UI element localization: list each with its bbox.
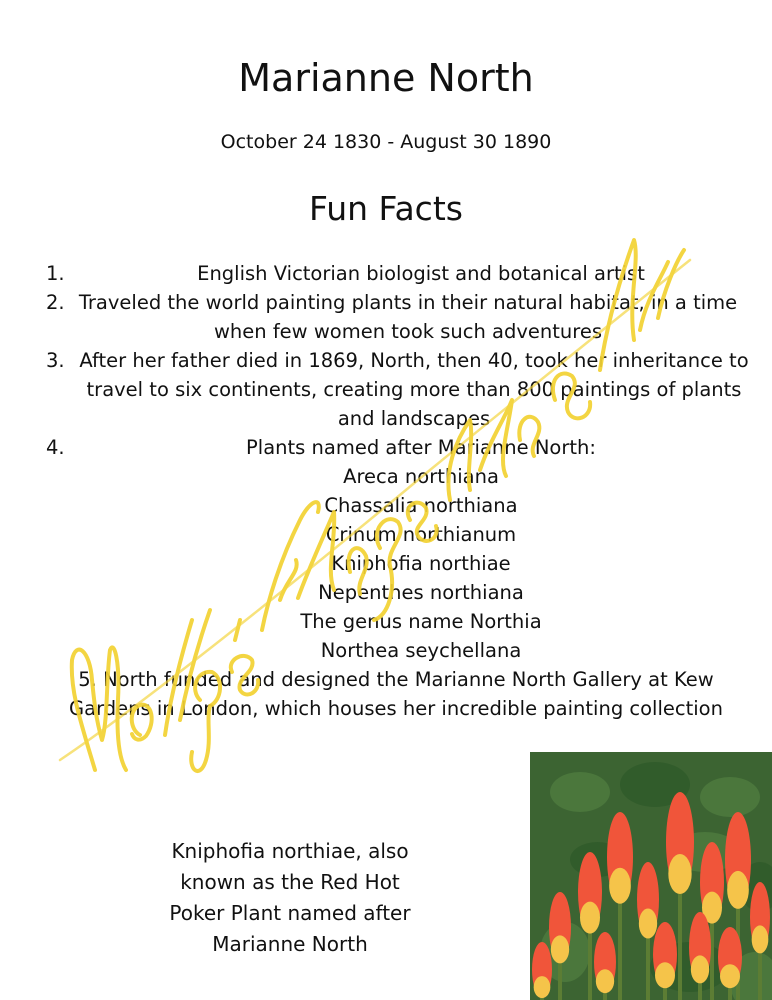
flower-stem <box>646 937 650 1000</box>
flower-stem <box>588 932 592 1000</box>
flower-stem <box>663 987 667 1000</box>
flower-tip <box>596 969 614 993</box>
flower-tip <box>639 909 657 939</box>
plant-name: Chassalia northiana <box>324 494 518 517</box>
plant-name: Areca northiana <box>343 465 499 488</box>
flower-tip <box>551 935 569 963</box>
plant-name: The genus name Northia <box>300 610 542 633</box>
flower-tip <box>534 976 551 998</box>
fact-item-1 <box>40 259 752 288</box>
fact-text: After her father died in 1869, North, then 40, took her inheritance to travel to six continents, creating more than 800 paintings of plants and landscapes <box>79 349 749 430</box>
plant-name: Nepenthes northiana <box>318 581 524 604</box>
fact-number: 5. <box>78 668 97 691</box>
flower-tip <box>752 925 769 953</box>
flower-tip <box>668 854 691 894</box>
flower-stem <box>603 992 607 1000</box>
fact-number: 1. <box>46 262 65 285</box>
flower-stem <box>558 962 562 1000</box>
fact-item-4 <box>40 433 752 665</box>
flower-tip <box>580 902 600 934</box>
flower-tip <box>727 871 749 909</box>
foliage <box>550 772 610 812</box>
flower-tip <box>720 964 740 988</box>
red-hot-poker-photo <box>530 752 772 1000</box>
flower-stem <box>698 982 702 1000</box>
fact-text: English Victorian biologist and botanical artist <box>197 262 645 285</box>
flower-stem <box>678 892 682 1000</box>
life-dates: October 24 1830 - August 30 1890 <box>220 131 552 153</box>
flower-tip <box>609 868 631 904</box>
plant-name: Northea seychellana <box>320 639 522 662</box>
fact-item-5 <box>40 665 752 723</box>
flower-stem <box>758 952 762 1000</box>
flower-stem <box>618 902 622 1000</box>
plant-name: Crinum northianum <box>325 523 517 546</box>
flower-tip <box>691 955 709 983</box>
flower-stem <box>710 922 714 1000</box>
fact-item-3 <box>40 346 752 433</box>
fact-number: 2. <box>46 291 65 314</box>
fact-text: North funded and designed the Marianne North Gallery at Kew Gardens in London, which houses her incredible painting collection <box>69 668 723 720</box>
fact-number: 3. <box>46 349 65 372</box>
plant-names-list <box>40 462 752 665</box>
fun-facts-list <box>40 259 752 723</box>
fact-item-2 <box>40 288 752 346</box>
flower-tip <box>655 962 675 988</box>
flower-stem <box>728 987 732 1000</box>
foliage <box>700 777 760 817</box>
section-title-fun-facts: Fun Facts <box>309 189 463 228</box>
page-title: Marianne North <box>238 56 534 100</box>
fact-text: Traveled the world painting plants in their natural habitat, in a time when few women took such adventures <box>78 291 738 343</box>
fact-text: Plants named after Marianne North: <box>246 436 596 459</box>
fact-number: 4. <box>46 436 65 459</box>
plant-name: Kniphofia northiae <box>331 552 511 575</box>
photo-caption: Kniphofia northiae, also known as the Red Hot Poker Plant named after Marianne North <box>169 839 411 956</box>
